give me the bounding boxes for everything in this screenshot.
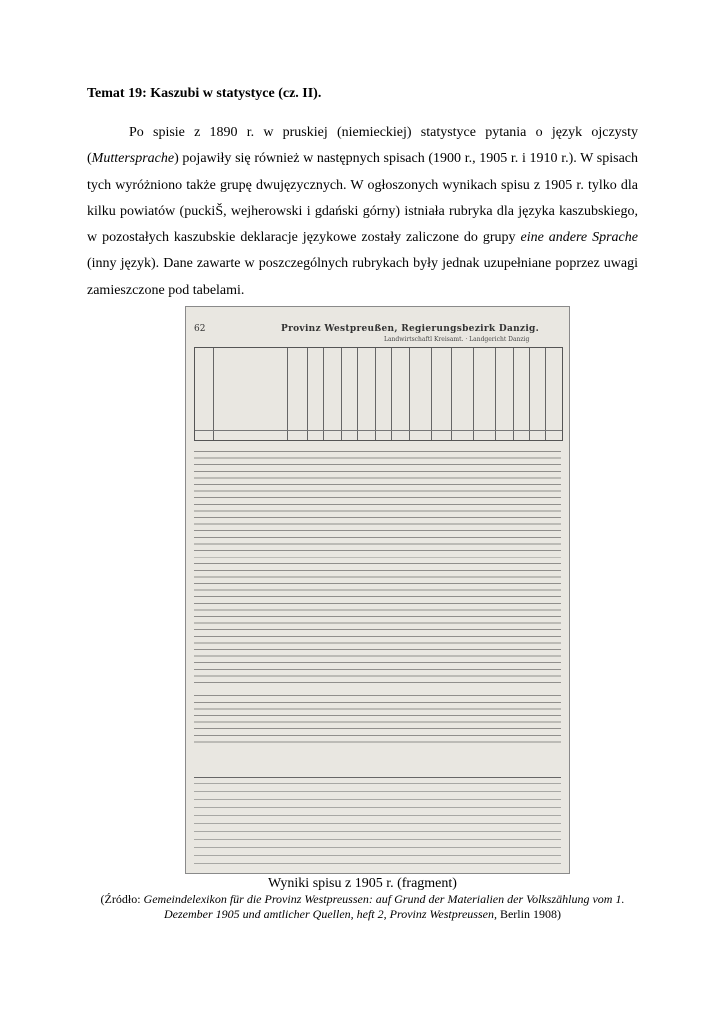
scan-footnotes	[194, 777, 561, 866]
section-heading: Temat 19: Kaszubi w statystyce (cz. II).	[87, 86, 322, 101]
scan-subtitle: Landwirtschaftl Kreisamt. · Landgericht Danzig	[384, 336, 530, 343]
body-paragraph	[87, 120, 638, 304]
source-title: Gemeindelexikon für die Provinz Westpreussen: auf Grund der Materialien der Volkszählung vom 1. Dezember 1905 und amtlicher Quellen, heft 2, Provinz Westpreussen,	[143, 892, 625, 921]
scan-page-number: 62	[194, 324, 206, 334]
term-andere-sprache: eine andere Sprache	[520, 230, 638, 246]
figure-source	[87, 892, 638, 921]
term-muttersprache: Muttersprache	[91, 151, 175, 167]
paragraph-part-1: Po spisie z 1890 r. w pruskiej (niemieckiej) statystyce pytania o język ojczysty (	[87, 125, 638, 167]
scan-header	[186, 307, 569, 343]
figure-caption: Wyniki spisu z 1905 r. (fragment)	[268, 876, 457, 891]
scan-column-headers	[194, 347, 563, 441]
source-prefix: (Źródło:	[100, 892, 144, 906]
census-table-scan	[185, 306, 570, 874]
source-suffix: Berlin 1908)	[496, 906, 561, 921]
paragraph-part-2: ) pojawiły się również w następnych spisach (1900 r., 1905 r. i 1910 r.). W spisach tych wyróżniono także grupę dwujęzycznych. W ogłoszonych wynikach spisu z 1905 r. tylko dla kilku powiatów (puckiŠ, wejherowski i gdański górny) istniała rubryka dla języka kaszubskiego, w pozostałych kaszubskie deklaracje językowe zostały zaliczone do grupy	[87, 151, 638, 246]
scan-title: Provinz Westpreußen, Regierungsbezirk Danzig.	[281, 324, 540, 334]
paragraph-part-3: (inny język). Dane zawarte w poszczególnych rubrykach były jednak uzupełniane poprzez uwagi zamieszczone pod tabelami.	[87, 256, 638, 298]
scan-data-rows	[194, 447, 561, 747]
